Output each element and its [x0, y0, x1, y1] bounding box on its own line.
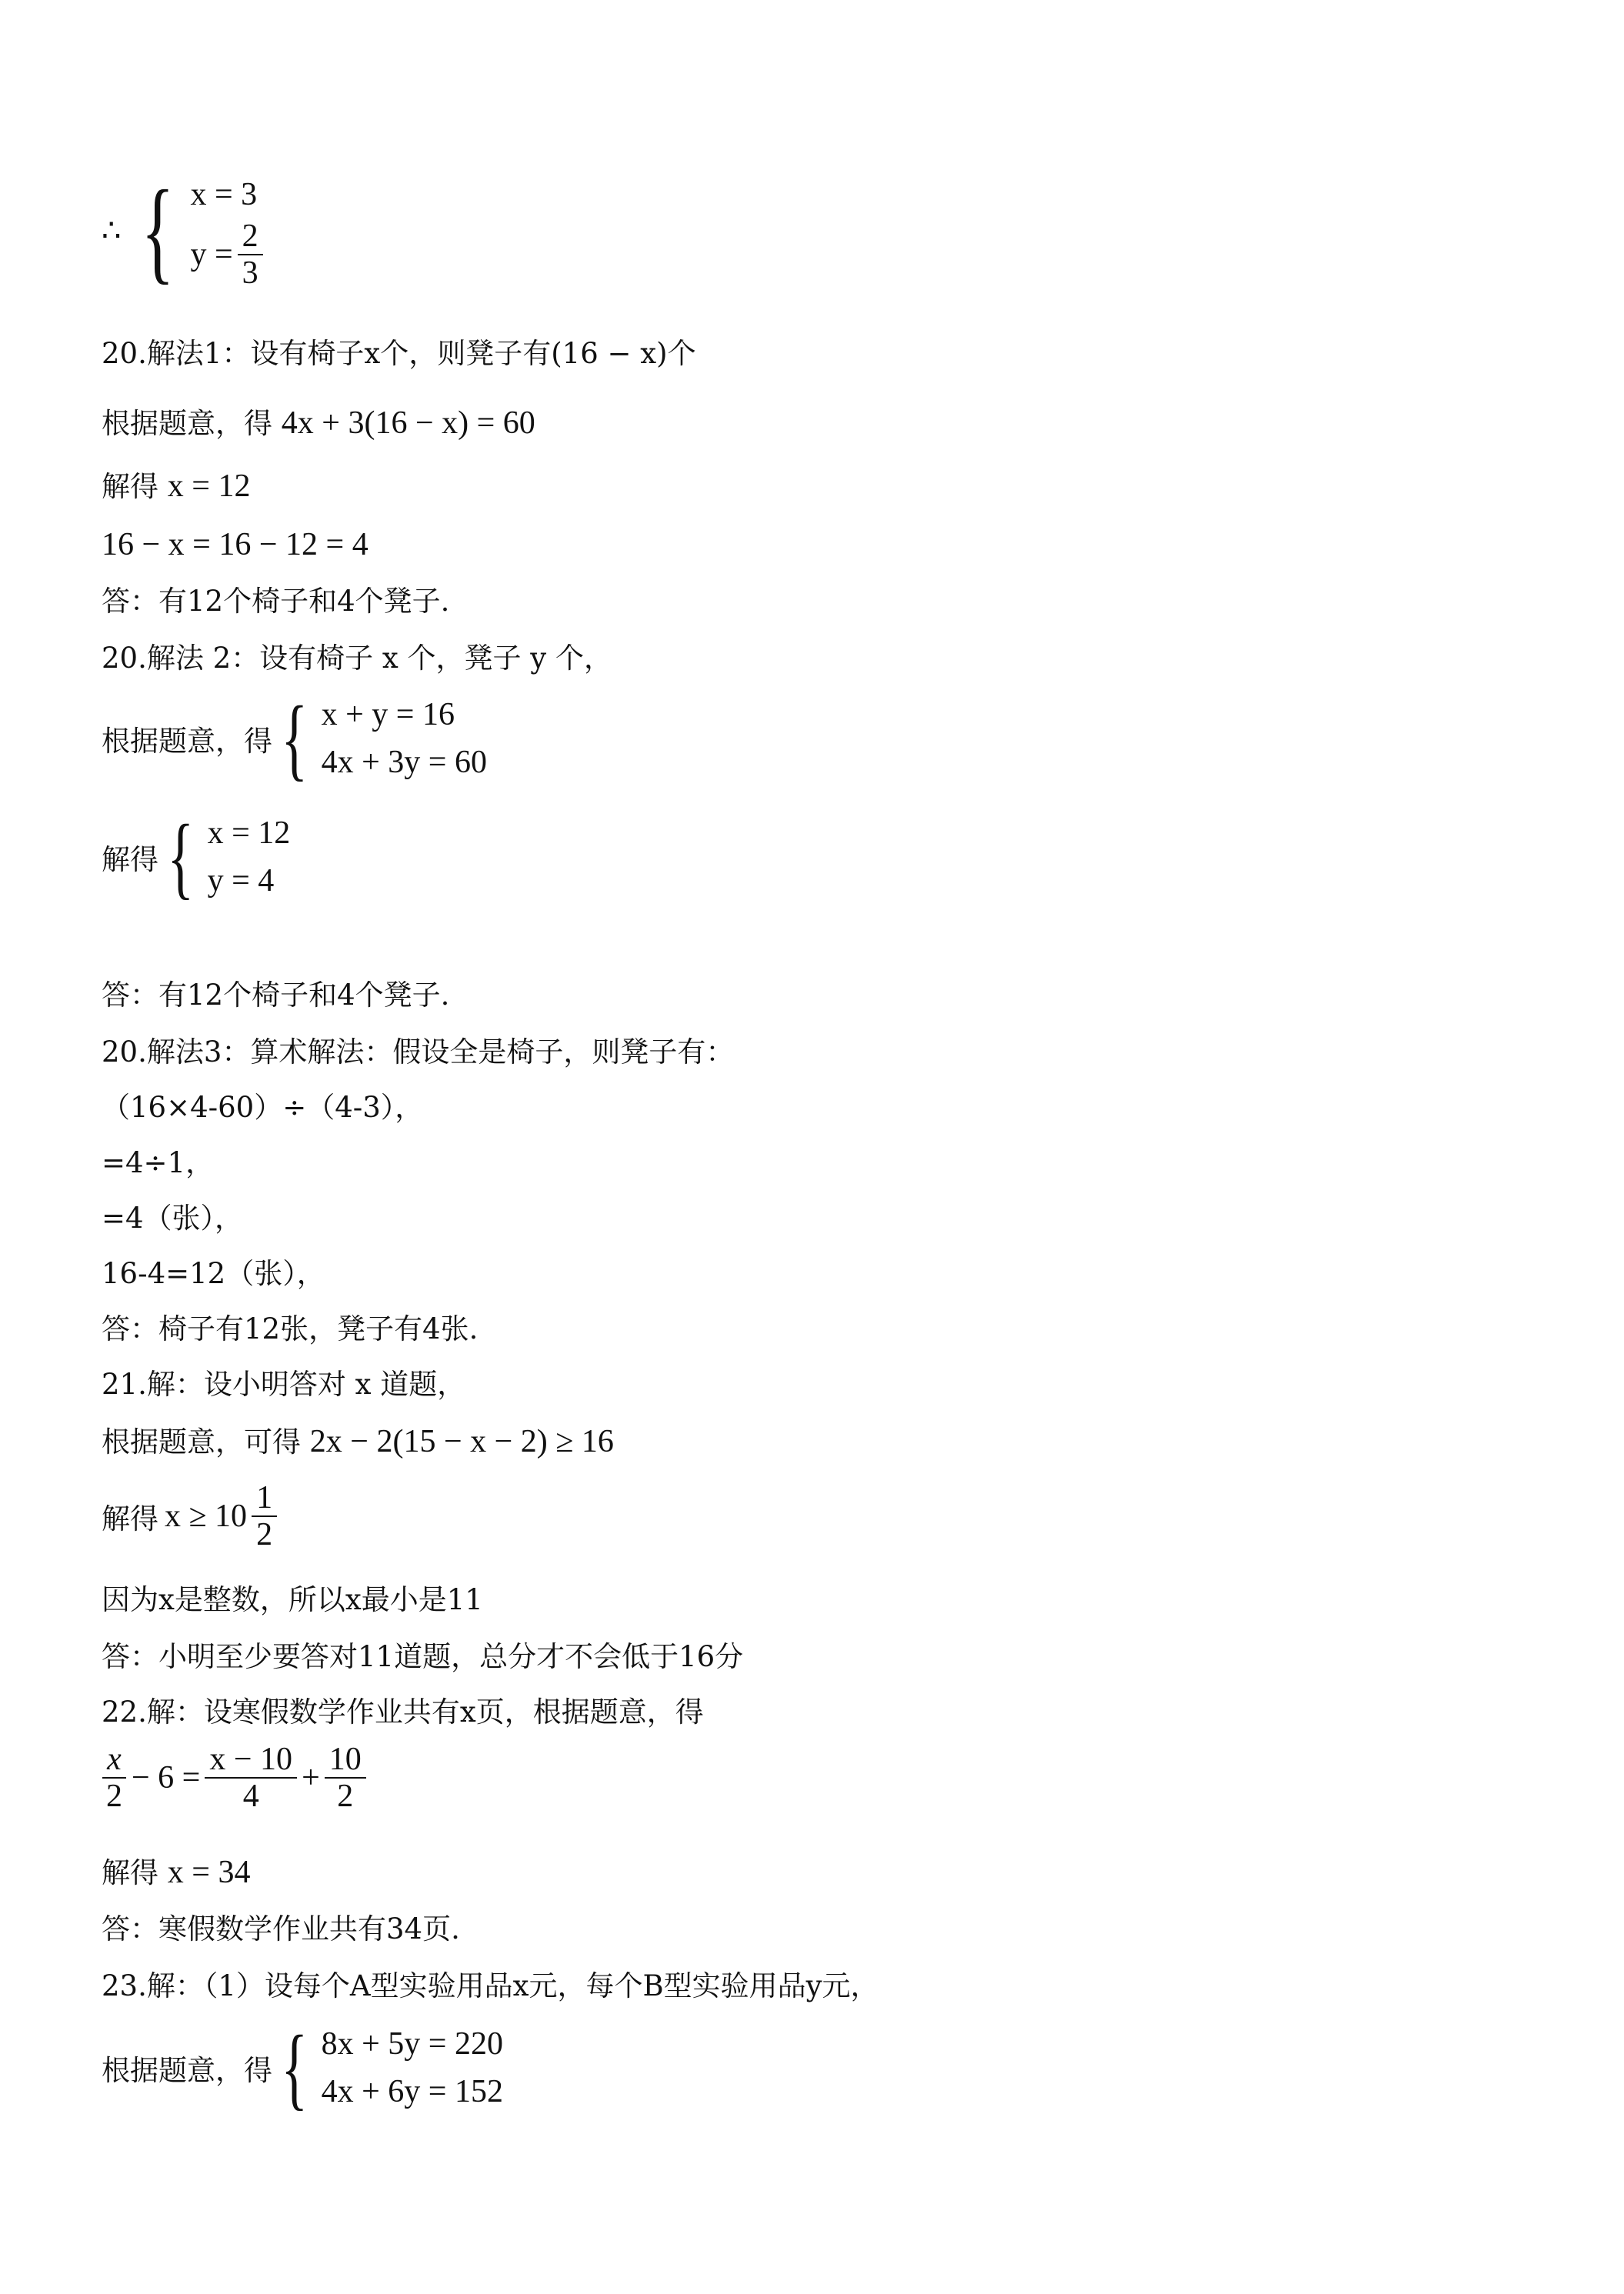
equation: 4x + 3y = 60	[321, 745, 487, 780]
label: 解得	[102, 843, 158, 876]
label: 解得	[102, 1502, 158, 1535]
denominator: 2	[256, 1517, 273, 1552]
numerator: x − 10	[205, 1742, 297, 1779]
denominator: 3	[242, 255, 258, 291]
text-line: 20.解法3：算术解法：假设全是椅子，则凳子有：	[102, 1035, 735, 1069]
therefore-system	[102, 167, 268, 295]
therefore-symbol: ∴	[102, 213, 122, 248]
left-brace: {	[167, 805, 195, 908]
text-line: 20.解法1：设有椅子x个，则凳子有(16 − x)个	[102, 337, 696, 370]
equation: 8x + 5y = 220	[321, 2026, 503, 2062]
fraction	[102, 1742, 127, 1814]
text-line: 21.解：设小明答对 x 道题，	[102, 1368, 466, 1401]
answer-line: 答：有12个椅子和4个凳子.	[102, 585, 450, 618]
equation-line	[102, 406, 535, 441]
label: 根据题意，得	[102, 2054, 272, 2087]
equation: 4x + 6y = 152	[321, 2074, 503, 2109]
text-line: 因为x是整数，所以x最小是11	[102, 1583, 483, 1616]
equation: x + y = 16	[321, 697, 455, 732]
equation: x = 12	[207, 815, 291, 851]
label: 解得	[102, 470, 158, 503]
equation: y = 4	[207, 863, 275, 899]
denominator: 4	[242, 1779, 259, 1814]
equation-line	[102, 469, 250, 504]
equation: x = 34	[167, 1855, 251, 1890]
equation-line: 16 − x = 16 − 12 = 4	[102, 527, 368, 562]
text-line: （16×4-60）÷（4-3），	[102, 1091, 424, 1124]
equation: 2x − 2(15 − x − 2) ≥ 16	[309, 1424, 614, 1459]
text-line: 22.解：设寒假数学作业共有x页，根据题意，得	[102, 1695, 704, 1729]
label: 根据题意，得	[102, 407, 272, 440]
answer-line: 答：椅子有12张，凳子有4张.	[102, 1312, 479, 1345]
equation-line	[102, 1742, 371, 1814]
equation: x = 3	[190, 177, 258, 212]
denominator: 2	[337, 1779, 354, 1814]
answer-line: 答：小明至少要答对11道题，总分才不会低于16分	[102, 1640, 744, 1673]
label: 根据题意，得	[102, 725, 272, 758]
left-brace: {	[281, 687, 308, 789]
numerator: 10	[325, 1742, 366, 1779]
text-line: =4（张），	[102, 1202, 244, 1235]
equation-lhs: y =	[190, 237, 233, 272]
text-line: 23.解：（1）设每个A型实验用品x元，每个B型实验用品y元，	[102, 1969, 879, 2002]
text-line: 16-4=12（张），	[102, 1257, 325, 1290]
numerator: 1	[252, 1480, 277, 1517]
equation: 4x + 3(16 − x) = 60	[281, 405, 535, 441]
solution-system	[102, 805, 291, 908]
equation-line	[102, 1425, 614, 1459]
text-line: 20.解法 2：设有椅子 x 个，凳子 y 个，	[102, 642, 612, 675]
operator: +	[302, 1760, 320, 1796]
answer-line: 答：有12个椅子和4个凳子.	[102, 979, 450, 1012]
fraction	[252, 1480, 277, 1552]
numerator: 2	[238, 218, 263, 255]
equation-system	[102, 2016, 503, 2119]
text-line: =4÷1，	[102, 1146, 215, 1179]
left-brace: {	[281, 2016, 308, 2119]
equation-system	[102, 687, 487, 789]
fraction	[325, 1742, 366, 1814]
numerator: x	[102, 1742, 126, 1779]
answer-line: 答：寒假数学作业共有34页.	[102, 1912, 460, 1946]
left-brace: {	[141, 167, 175, 295]
fraction	[205, 1742, 297, 1814]
equation-lhs: x ≥ 10	[165, 1499, 248, 1534]
equation-line	[102, 1480, 282, 1552]
fraction	[238, 218, 263, 291]
equation-fraction	[190, 218, 267, 291]
equation-line	[102, 1856, 250, 1890]
denominator: 2	[106, 1779, 122, 1814]
equation: x = 12	[167, 468, 251, 504]
label: 根据题意，可得	[102, 1425, 301, 1459]
label: 解得	[102, 1856, 158, 1889]
operator: − 6 =	[132, 1760, 201, 1796]
